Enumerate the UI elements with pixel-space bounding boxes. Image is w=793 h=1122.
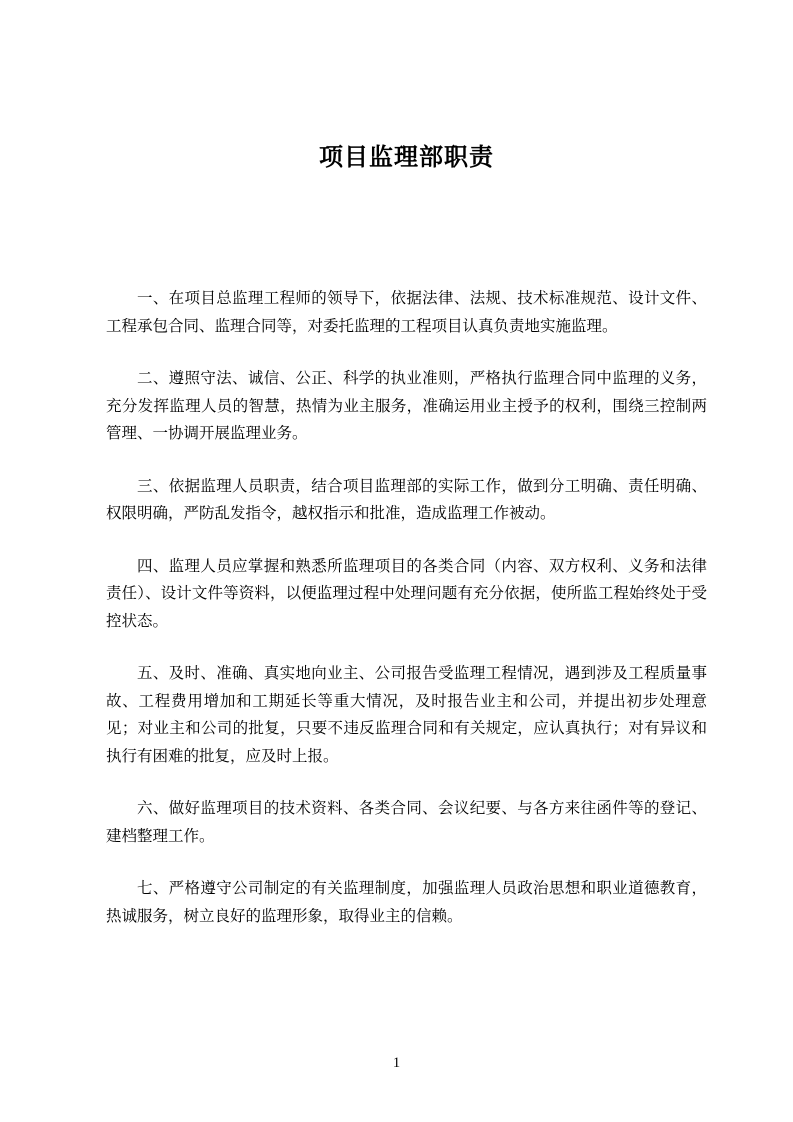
paragraph-4: 四、监理人员应掌握和熟悉所监理项目的各类合同（内容、双方权利、义务和法律责任）、设计文件等资料，以便监理过程中处理问题有充分依据，使所监工程始终处于受控状态。 [106,557,707,630]
paragraph-2: 二、遵照守法、诚信、公正、科学的执业准则，严格执行监理合同中监理的义务，充分发挥监理人员的智慧，热情为业主服务，准确运用业主授予的权利，围绕三控制两管理、一协调开展监理业务。 [106,370,707,442]
page-number: 1 [392,1055,401,1071]
page-title: 项目监理部职责 [319,145,494,171]
paragraph-5: 五、及时、准确、真实地向业主、公司报告受监理工程情况，遇到涉及工程质量事故、工程费用增加和工期延长等重大情况，及时报告业主和公司，并提出初步处理意见；对业主和公司的批复，只要不违反监理合同和有关规定，应认真执行；对有异议和执行有困难的批复，应及时上报。 [106,665,707,765]
paragraph-7: 七、严格遵守公司制定的有关监理制度，加强监理人员政治思想和职业道德教育，热诚服务，树立良好的监理形象，取得业主的信赖。 [106,880,707,925]
paragraph-1: 一、在项目总监理工程师的领导下，依据法律、法规、技术标准规范、设计文件、工程承包合同、监理合同等，对委托监理的工程项目认真负责地实施监理。 [106,290,707,335]
paragraph-3: 三、依据监理人员职责，结合项目监理部的实际工作，做到分工明确、责任明确、权限明确，严防乱发指令，越权指示和批准，造成监理工作被动。 [106,477,707,522]
paragraph-6: 六、做好监理项目的技术资料、各类合同、会议纪要、与各方来往函件等的登记、建档整理工作。 [106,800,707,845]
document-body [106,285,707,930]
